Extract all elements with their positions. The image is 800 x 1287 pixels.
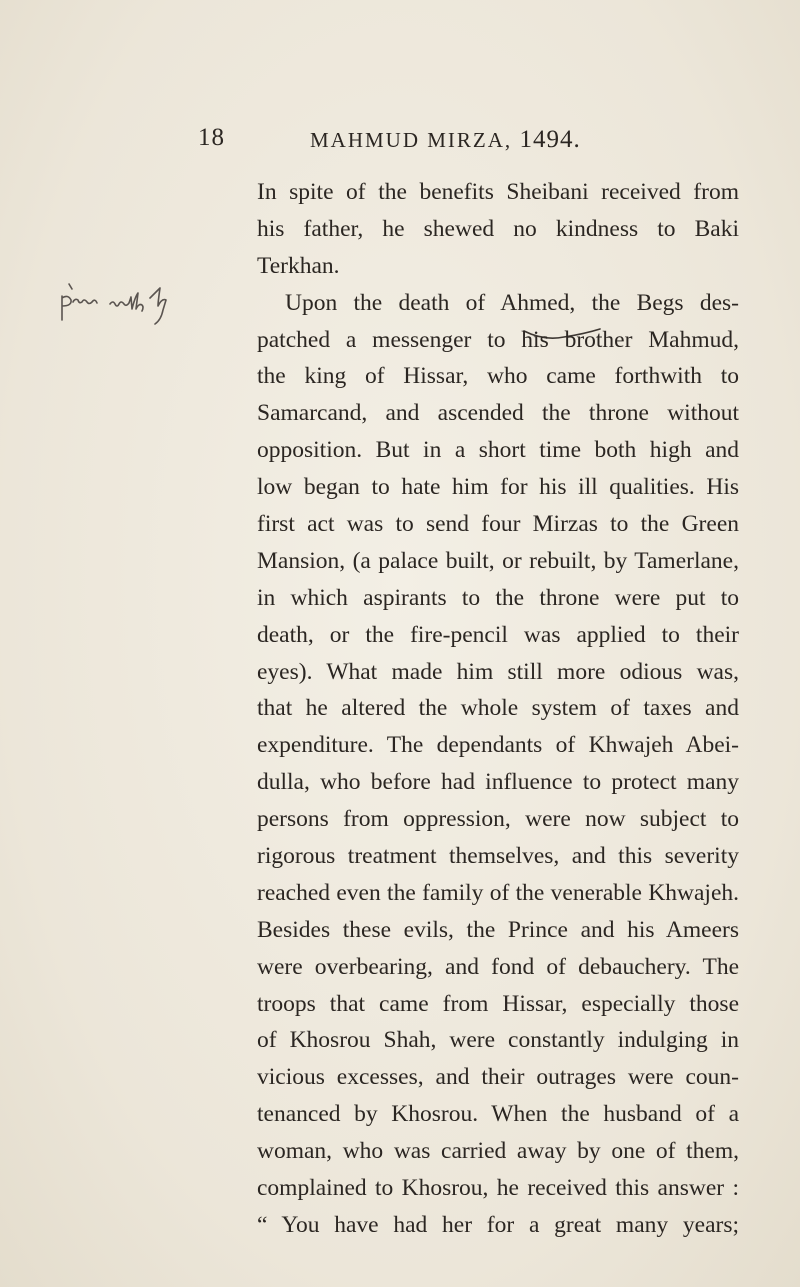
running-title-text: MAHMUD MIRZA, (310, 128, 520, 152)
text-line: reached even the family of the venerable Khwajeh. (257, 879, 739, 906)
text-line: dulla, who before had influence to protect many (257, 769, 739, 796)
text-line: complained to Khosrou, he received this answer : (257, 1175, 739, 1202)
text-line: first act was to send four Mirzas to the Green (257, 511, 739, 538)
text-line: woman, who was carried away by one of them, (257, 1138, 739, 1165)
text-line: persons from oppression, were now subject to (257, 806, 739, 833)
text-line: of Khosrou Shah, were constantly indulging in (257, 1027, 739, 1054)
text-line: the king of Hissar, who came forthwith to (257, 363, 739, 390)
text-line: troops that came from Hissar, especially those (257, 990, 739, 1017)
text-line: eyes). What made him still more odious was, (257, 658, 739, 685)
running-year: 1494. (519, 126, 581, 153)
text-line: vicious excesses, and their outrages were coun- (257, 1064, 739, 1091)
text-line: expenditure. The dependants of Khwajeh Abei- (257, 732, 739, 759)
text-line: death, or the fire-pencil was applied to their (257, 621, 739, 648)
page-header (0, 124, 800, 164)
running-title (310, 126, 581, 154)
text-line: tenanced by Khosrou. When the husband of a (257, 1101, 739, 1128)
text-line: “ You have had her for a great many years; (257, 1211, 739, 1238)
text-line: his father, he shewed no kindness to Baki (257, 215, 739, 242)
handwritten-marginal-note (58, 280, 208, 330)
text-line: patched a messenger to his brother Mahmud, (257, 326, 739, 353)
text-line: in which aspirants to the throne were put to (257, 584, 739, 611)
text-line: rigorous treatment themselves, and this severity (257, 843, 739, 870)
body-text (257, 174, 739, 1244)
text-line: low began to hate him for his ill qualities. His (257, 474, 739, 501)
text-line: In spite of the benefits Sheibani received from (257, 179, 739, 205)
text-line: Besides these evils, the Prince and his Ameers (257, 916, 739, 943)
text-line: opposition. But in a short time both high and (257, 437, 739, 464)
text-line: Samarcand, and ascended the throne without (257, 400, 739, 427)
text-line: Mansion, (a palace built, or rebuilt, by Tamerlane, (257, 547, 739, 574)
text-line: that he altered the whole system of taxes and (257, 695, 739, 722)
page-number: 18 (198, 124, 225, 151)
text-line: Upon the death of Ahmed, the Begs des- (285, 289, 739, 316)
text-line: were overbearing, and fond of debauchery. The (257, 953, 739, 980)
text-line: Terkhan. (257, 252, 340, 279)
